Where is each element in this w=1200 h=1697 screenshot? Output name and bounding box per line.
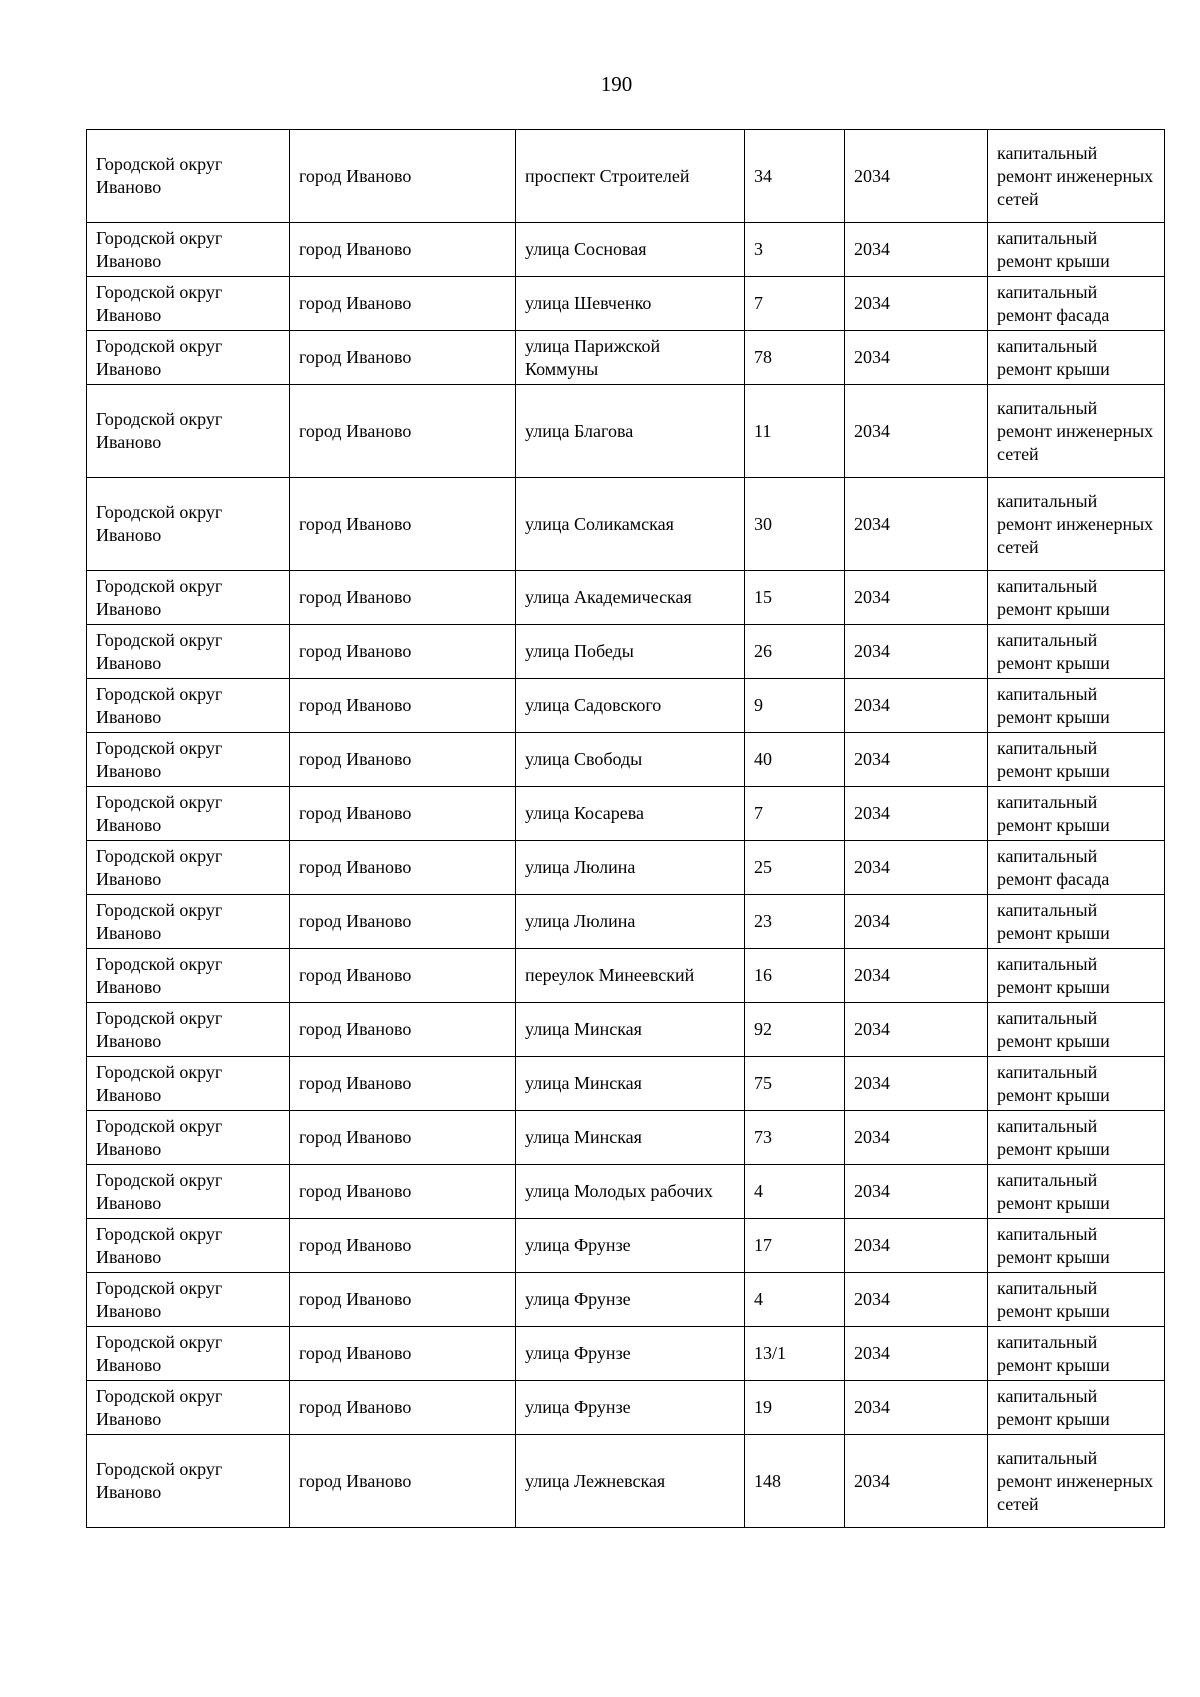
municipality-cell: Городской округ Иваново xyxy=(87,223,290,277)
street-cell: улица Люлина xyxy=(516,895,745,949)
year-cell: 2034 xyxy=(845,223,988,277)
table-row xyxy=(87,787,1165,841)
year-cell: 2034 xyxy=(845,1111,988,1165)
house-number-cell: 4 xyxy=(745,1165,845,1219)
settlement-cell: город Иваново xyxy=(290,571,516,625)
settlement-cell: город Иваново xyxy=(290,277,516,331)
table-row xyxy=(87,331,1165,385)
year-cell: 2034 xyxy=(845,1057,988,1111)
year-cell: 2034 xyxy=(845,1327,988,1381)
table-row xyxy=(87,841,1165,895)
house-number-cell: 7 xyxy=(745,787,845,841)
street-cell: улица Косарева xyxy=(516,787,745,841)
street-cell: улица Соликамская xyxy=(516,478,745,571)
work-type-cell: капитальный ремонт крыши xyxy=(988,223,1165,277)
work-type-cell: капитальный ремонт фасада xyxy=(988,277,1165,331)
settlement-cell: город Иваново xyxy=(290,331,516,385)
year-cell: 2034 xyxy=(845,130,988,223)
year-cell: 2034 xyxy=(845,679,988,733)
year-cell: 2034 xyxy=(845,571,988,625)
year-cell: 2034 xyxy=(845,841,988,895)
year-cell: 2034 xyxy=(845,787,988,841)
settlement-cell: город Иваново xyxy=(290,478,516,571)
house-number-cell: 34 xyxy=(745,130,845,223)
work-type-cell: капитальный ремонт инженерных сетей xyxy=(988,1435,1165,1528)
settlement-cell: город Иваново xyxy=(290,1273,516,1327)
table-row xyxy=(87,277,1165,331)
table-row xyxy=(87,895,1165,949)
street-cell: улица Академическая xyxy=(516,571,745,625)
settlement-cell: город Иваново xyxy=(290,223,516,277)
house-number-cell: 30 xyxy=(745,478,845,571)
house-number-cell: 3 xyxy=(745,223,845,277)
municipality-cell: Городской округ Иваново xyxy=(87,1435,290,1528)
work-type-cell: капитальный ремонт крыши xyxy=(988,1273,1165,1327)
municipality-cell: Городской округ Иваново xyxy=(87,385,290,478)
work-type-cell: капитальный ремонт крыши xyxy=(988,1381,1165,1435)
year-cell: 2034 xyxy=(845,733,988,787)
municipality-cell: Городской округ Иваново xyxy=(87,331,290,385)
street-cell: переулок Минеевский xyxy=(516,949,745,1003)
street-cell: улица Сосновая xyxy=(516,223,745,277)
street-cell: улица Лежневская xyxy=(516,1435,745,1528)
street-cell: улица Минская xyxy=(516,1057,745,1111)
table-row xyxy=(87,1003,1165,1057)
street-cell: улица Молодых рабочих xyxy=(516,1165,745,1219)
house-number-cell: 15 xyxy=(745,571,845,625)
municipality-cell: Городской округ Иваново xyxy=(87,625,290,679)
settlement-cell: город Иваново xyxy=(290,1381,516,1435)
repair-schedule-table xyxy=(86,129,1165,1528)
settlement-cell: город Иваново xyxy=(290,1165,516,1219)
work-type-cell: капитальный ремонт фасада xyxy=(988,841,1165,895)
municipality-cell: Городской округ Иваново xyxy=(87,1003,290,1057)
work-type-cell: капитальный ремонт крыши xyxy=(988,1165,1165,1219)
street-cell: улица Минская xyxy=(516,1003,745,1057)
street-cell: улица Минская xyxy=(516,1111,745,1165)
table-row xyxy=(87,625,1165,679)
municipality-cell: Городской округ Иваново xyxy=(87,1165,290,1219)
street-cell: улица Победы xyxy=(516,625,745,679)
municipality-cell: Городской округ Иваново xyxy=(87,679,290,733)
house-number-cell: 9 xyxy=(745,679,845,733)
year-cell: 2034 xyxy=(845,625,988,679)
table-body xyxy=(87,130,1165,1528)
house-number-cell: 40 xyxy=(745,733,845,787)
settlement-cell: город Иваново xyxy=(290,1003,516,1057)
work-type-cell: капитальный ремонт крыши xyxy=(988,787,1165,841)
work-type-cell: капитальный ремонт инженерных сетей xyxy=(988,478,1165,571)
work-type-cell: капитальный ремонт крыши xyxy=(988,1057,1165,1111)
house-number-cell: 75 xyxy=(745,1057,845,1111)
house-number-cell: 16 xyxy=(745,949,845,1003)
year-cell: 2034 xyxy=(845,1003,988,1057)
table-row xyxy=(87,1111,1165,1165)
work-type-cell: капитальный ремонт крыши xyxy=(988,625,1165,679)
settlement-cell: город Иваново xyxy=(290,1057,516,1111)
settlement-cell: город Иваново xyxy=(290,1111,516,1165)
work-type-cell: капитальный ремонт крыши xyxy=(988,733,1165,787)
house-number-cell: 23 xyxy=(745,895,845,949)
street-cell: проспект Строителей xyxy=(516,130,745,223)
settlement-cell: город Иваново xyxy=(290,841,516,895)
table-row xyxy=(87,223,1165,277)
municipality-cell: Городской округ Иваново xyxy=(87,949,290,1003)
settlement-cell: город Иваново xyxy=(290,1435,516,1528)
municipality-cell: Городской округ Иваново xyxy=(87,1327,290,1381)
year-cell: 2034 xyxy=(845,1381,988,1435)
municipality-cell: Городской округ Иваново xyxy=(87,1057,290,1111)
work-type-cell: капитальный ремонт инженерных сетей xyxy=(988,130,1165,223)
municipality-cell: Городской округ Иваново xyxy=(87,1111,290,1165)
table-row xyxy=(87,1057,1165,1111)
settlement-cell: город Иваново xyxy=(290,679,516,733)
work-type-cell: капитальный ремонт крыши xyxy=(988,949,1165,1003)
table-row xyxy=(87,679,1165,733)
year-cell: 2034 xyxy=(845,949,988,1003)
municipality-cell: Городской округ Иваново xyxy=(87,1219,290,1273)
street-cell: улица Садовского xyxy=(516,679,745,733)
house-number-cell: 7 xyxy=(745,277,845,331)
table-row xyxy=(87,733,1165,787)
settlement-cell: город Иваново xyxy=(290,787,516,841)
municipality-cell: Городской округ Иваново xyxy=(87,733,290,787)
street-cell: улица Люлина xyxy=(516,841,745,895)
table-row xyxy=(87,1273,1165,1327)
work-type-cell: капитальный ремонт крыши xyxy=(988,1111,1165,1165)
municipality-cell: Городской округ Иваново xyxy=(87,277,290,331)
settlement-cell: город Иваново xyxy=(290,625,516,679)
work-type-cell: капитальный ремонт крыши xyxy=(988,571,1165,625)
year-cell: 2034 xyxy=(845,331,988,385)
work-type-cell: капитальный ремонт крыши xyxy=(988,331,1165,385)
house-number-cell: 26 xyxy=(745,625,845,679)
municipality-cell: Городской округ Иваново xyxy=(87,787,290,841)
municipality-cell: Городской округ Иваново xyxy=(87,478,290,571)
municipality-cell: Городской округ Иваново xyxy=(87,130,290,223)
work-type-cell: капитальный ремонт крыши xyxy=(988,1327,1165,1381)
table-row xyxy=(87,1165,1165,1219)
settlement-cell: город Иваново xyxy=(290,1219,516,1273)
street-cell: улица Шевченко xyxy=(516,277,745,331)
year-cell: 2034 xyxy=(845,478,988,571)
house-number-cell: 11 xyxy=(745,385,845,478)
table-row xyxy=(87,478,1165,571)
municipality-cell: Городской округ Иваново xyxy=(87,571,290,625)
street-cell: улица Фрунзе xyxy=(516,1219,745,1273)
settlement-cell: город Иваново xyxy=(290,895,516,949)
street-cell: улица Фрунзе xyxy=(516,1381,745,1435)
municipality-cell: Городской округ Иваново xyxy=(87,895,290,949)
table-row xyxy=(87,1435,1165,1528)
year-cell: 2034 xyxy=(845,1435,988,1528)
settlement-cell: город Иваново xyxy=(290,949,516,1003)
table-row xyxy=(87,949,1165,1003)
table-row xyxy=(87,1327,1165,1381)
work-type-cell: капитальный ремонт инженерных сетей xyxy=(988,385,1165,478)
settlement-cell: город Иваново xyxy=(290,385,516,478)
settlement-cell: город Иваново xyxy=(290,1327,516,1381)
year-cell: 2034 xyxy=(845,1273,988,1327)
house-number-cell: 19 xyxy=(745,1381,845,1435)
municipality-cell: Городской округ Иваново xyxy=(87,841,290,895)
street-cell: улица Благова xyxy=(516,385,745,478)
table-row xyxy=(87,130,1165,223)
house-number-cell: 92 xyxy=(745,1003,845,1057)
house-number-cell: 13/1 xyxy=(745,1327,845,1381)
work-type-cell: капитальный ремонт крыши xyxy=(988,1003,1165,1057)
house-number-cell: 17 xyxy=(745,1219,845,1273)
year-cell: 2034 xyxy=(845,895,988,949)
street-cell: улица Фрунзе xyxy=(516,1327,745,1381)
year-cell: 2034 xyxy=(845,1219,988,1273)
street-cell: улица Фрунзе xyxy=(516,1273,745,1327)
house-number-cell: 4 xyxy=(745,1273,845,1327)
table-row xyxy=(87,1381,1165,1435)
year-cell: 2034 xyxy=(845,385,988,478)
street-cell: улица Парижской Коммуны xyxy=(516,331,745,385)
house-number-cell: 148 xyxy=(745,1435,845,1528)
house-number-cell: 78 xyxy=(745,331,845,385)
street-cell: улица Свободы xyxy=(516,733,745,787)
house-number-cell: 25 xyxy=(745,841,845,895)
table-row xyxy=(87,571,1165,625)
house-number-cell: 73 xyxy=(745,1111,845,1165)
table-row xyxy=(87,385,1165,478)
work-type-cell: капитальный ремонт крыши xyxy=(988,1219,1165,1273)
year-cell: 2034 xyxy=(845,1165,988,1219)
municipality-cell: Городской округ Иваново xyxy=(87,1381,290,1435)
table-row xyxy=(87,1219,1165,1273)
work-type-cell: капитальный ремонт крыши xyxy=(988,895,1165,949)
settlement-cell: город Иваново xyxy=(290,130,516,223)
year-cell: 2034 xyxy=(845,277,988,331)
page-number: 190 xyxy=(600,72,633,96)
settlement-cell: город Иваново xyxy=(290,733,516,787)
work-type-cell: капитальный ремонт крыши xyxy=(988,679,1165,733)
municipality-cell: Городской округ Иваново xyxy=(87,1273,290,1327)
